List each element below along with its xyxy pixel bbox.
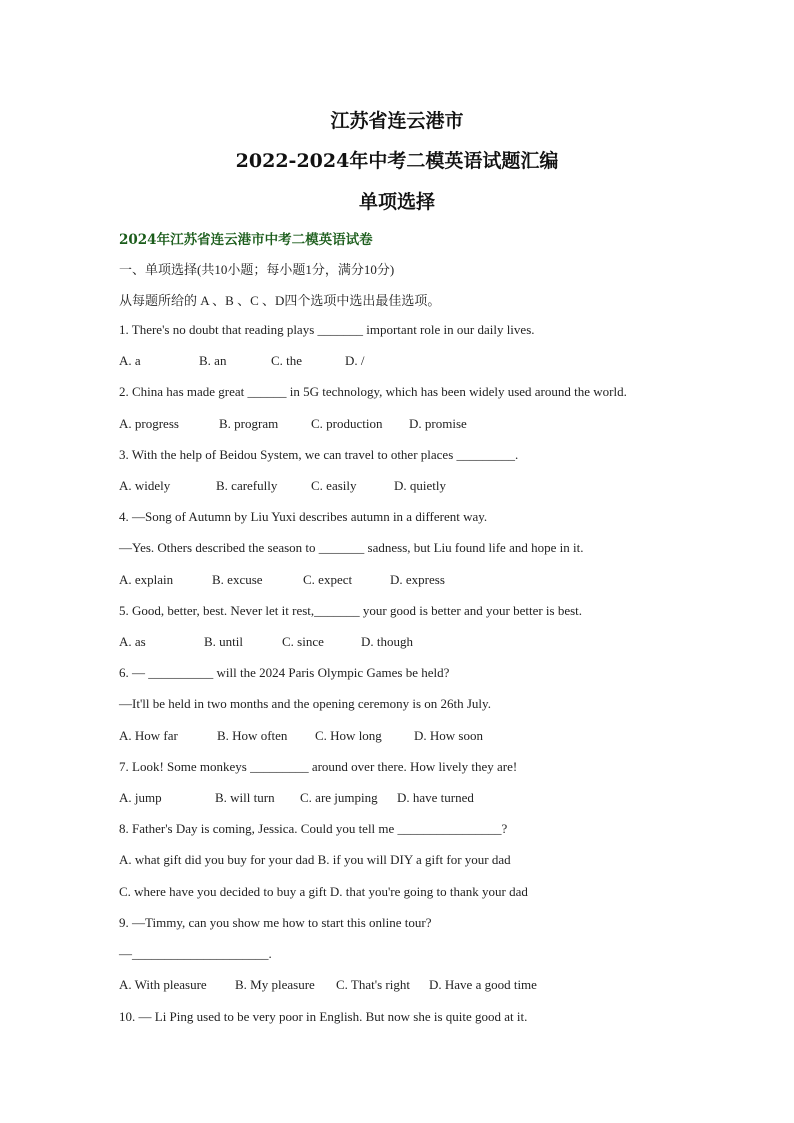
option-c: C. That's right [336, 977, 410, 992]
option-a: A. explain [119, 572, 174, 587]
document-title-section: 单项选择 [358, 191, 435, 213]
option-d: D. promise [409, 416, 467, 431]
question-3-stem: 3. With the help of Beidou System, we can travel to other places _________. [119, 447, 519, 462]
option-b: B. carefully [216, 478, 278, 493]
option-c: C. expect [303, 572, 353, 587]
question-8-stem: 8. Father's Day is coming, Jessica. Could you tell me ________________? [119, 821, 508, 836]
option-b: B. will turn [215, 790, 275, 805]
instruction-text: 从每题所给的 A 、B 、C 、D四个选项中选出最佳选项。 [119, 293, 441, 308]
option-c: C. production [311, 416, 383, 431]
question-5-stem: 5. Good, better, best. Never let it rest,_______ your good is better and your better is best. [119, 603, 583, 618]
option-c: C. are jumping [300, 790, 378, 805]
option-a: A. widely [119, 478, 171, 493]
question-2-stem: 2. China has made great ______ in 5G technology, which has been widely used around the world. [119, 384, 627, 399]
option-a: A. How far [119, 728, 178, 743]
question-6-reply: —It'll be held in two months and the opening ceremony is on 26th July. [119, 696, 491, 711]
option-b: B. How often [217, 728, 288, 743]
option-d: D. express [390, 572, 445, 587]
question-8-options-row-2: C. where have you decided to buy a gift D. that you're going to thank your dad [119, 884, 528, 899]
option-b: B. My pleasure [235, 977, 315, 992]
option-a: A. progress [119, 416, 179, 431]
option-b: B. an [199, 353, 227, 368]
question-1-stem: 1. There's no doubt that reading plays _______ important role in our daily lives. [119, 322, 535, 337]
question-4-stem: 4. —Song of Autumn by Liu Yuxi describes autumn in a different way. [119, 509, 488, 524]
question-9-stem: 9. —Timmy, can you show me how to start this online tour? [119, 915, 432, 930]
option-d: D. Have a good time [429, 977, 537, 992]
option-b: B. excuse [212, 572, 263, 587]
question-6-stem: 6. — __________ will the 2024 Paris Olympic Games be held? [119, 665, 450, 680]
exam-heading: 2024年江苏省连云港市中考二模英语试卷 [119, 232, 373, 248]
option-d: D. have turned [397, 790, 474, 805]
option-d: D. / [345, 353, 365, 368]
question-8-options-row-1: A. what gift did you buy for your dad B. if you will DIY a gift for your dad [119, 852, 511, 867]
option-d: D. How soon [414, 728, 483, 743]
part-heading: 一、单项选择(共10小题；每小题1分，满分10分) [119, 262, 395, 277]
option-c: C. since [282, 634, 324, 649]
option-b: B. until [204, 634, 244, 649]
option-a: A. With pleasure [119, 977, 207, 992]
option-c: C. How long [315, 728, 382, 743]
option-c: C. easily [311, 478, 357, 493]
question-7-stem: 7. Look! Some monkeys _________ around over there. How lively they are! [119, 759, 518, 774]
option-a: A. as [119, 634, 146, 649]
option-d: D. quietly [394, 478, 446, 493]
question-4-reply: —Yes. Others described the season to _______ sadness, but Liu found life and hope in it. [119, 540, 584, 555]
option-b: B. program [219, 416, 279, 431]
option-c: C. the [271, 353, 303, 368]
question-9-reply: —_____________________. [119, 946, 272, 961]
option-a: A. jump [119, 790, 162, 805]
option-d: D. though [361, 634, 413, 649]
option-a: A. a [119, 353, 141, 368]
question-10-stem: 10. — Li Ping used to be very poor in English. But now she is quite good at it. [119, 1009, 528, 1024]
document-title-main: 2022-2024年中考二模英语试题汇编 [235, 150, 559, 172]
document-title-region: 江苏省连云港市 [330, 110, 464, 132]
